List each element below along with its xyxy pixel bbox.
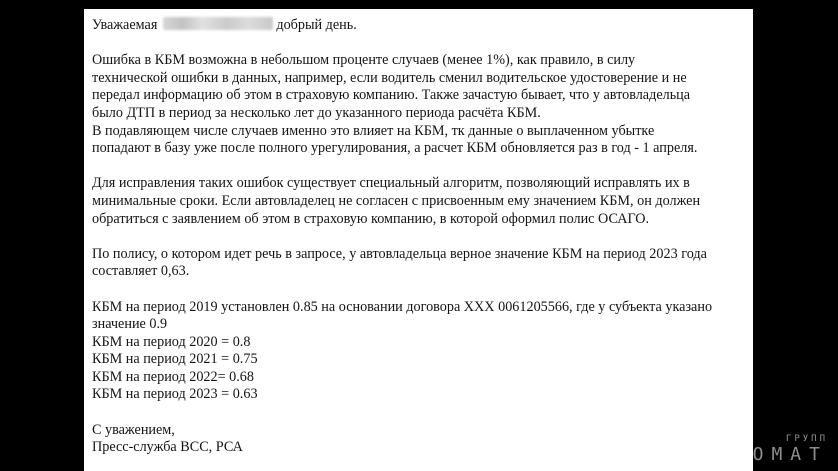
signature (92, 422, 745, 457)
kbm-period-line: КБМ на период 2021 = 0.75 (92, 351, 258, 368)
paragraph-line: обратиться с заявлением об этом в страховую компанию, в которой оформил полис ОСАГО. (92, 210, 650, 227)
paragraph-line: Ошибка в КБМ возможна в небольшом проценте случаев (менее 1%), как правило, в силу (92, 52, 636, 69)
signature-line: С уважением, (92, 421, 175, 438)
watermark (658, 434, 828, 465)
greeting (92, 17, 745, 35)
greeting-prefix: Уважаемая (92, 17, 158, 33)
paragraph-line: значение 0.9 (92, 316, 168, 333)
paragraph-kbm-history (92, 299, 745, 405)
greeting-suffix: добрый день. (276, 17, 357, 33)
paragraph-line: Для исправления таких ошибок существует специальный алгоритм, позволяющий исправлять их в (92, 175, 690, 192)
signature-line: Пресс-служба ВСС, РСА (92, 439, 243, 456)
kbm-period-line: КБМ на период 2020 = 0.8 (92, 333, 251, 350)
paragraph-line: попадают в базу уже после полного урегулирования, а расчет КБМ обновляется раз в год - 1 апреля. (92, 140, 698, 157)
paragraph-line: КБМ на период 2019 установлен 0.85 на основании договора ХХХ 0061205566, где у субъекта указано (92, 298, 713, 315)
watermark-small: ГРУПП (785, 434, 828, 444)
kbm-period-line: КБМ на период 2022= 0.68 (92, 368, 254, 385)
paragraph-error-explanation (92, 52, 745, 158)
paragraph-line: технической ошибки в данных, например, если водитель сменил водительское удостоверение и не (92, 69, 687, 86)
paragraph-policy-value (92, 246, 745, 281)
paragraph-line: было ДТП в период за несколько лет до указанного периода расчёта КБМ. (92, 104, 541, 121)
paragraph-line: По полису, о котором идет речь в запросе, у автовладельца верное значение КБМ на период 2023 года (92, 245, 707, 262)
paragraph-line: минимальные сроки. Если автовладелец не согласен с присвоенным ему значением КБМ, он должен (92, 192, 701, 209)
kbm-period-line: КБМ на период 2023 = 0.63 (92, 386, 258, 403)
paragraph-line: передал информацию об этом в страховую компанию. Также зачастую бывает, что у автовладельца (92, 87, 691, 104)
paragraph-line: В подавляющем числе случаев именно это влияет на КБМ, тк данные о выплаченном убытке (92, 122, 655, 139)
letter-document (84, 9, 753, 471)
watermark-main: КОМПРОМАТ (658, 444, 828, 465)
redacted-name (163, 17, 273, 30)
paragraph-line: составляет 0,63. (92, 263, 190, 280)
paragraph-correction-algorithm (92, 175, 745, 228)
